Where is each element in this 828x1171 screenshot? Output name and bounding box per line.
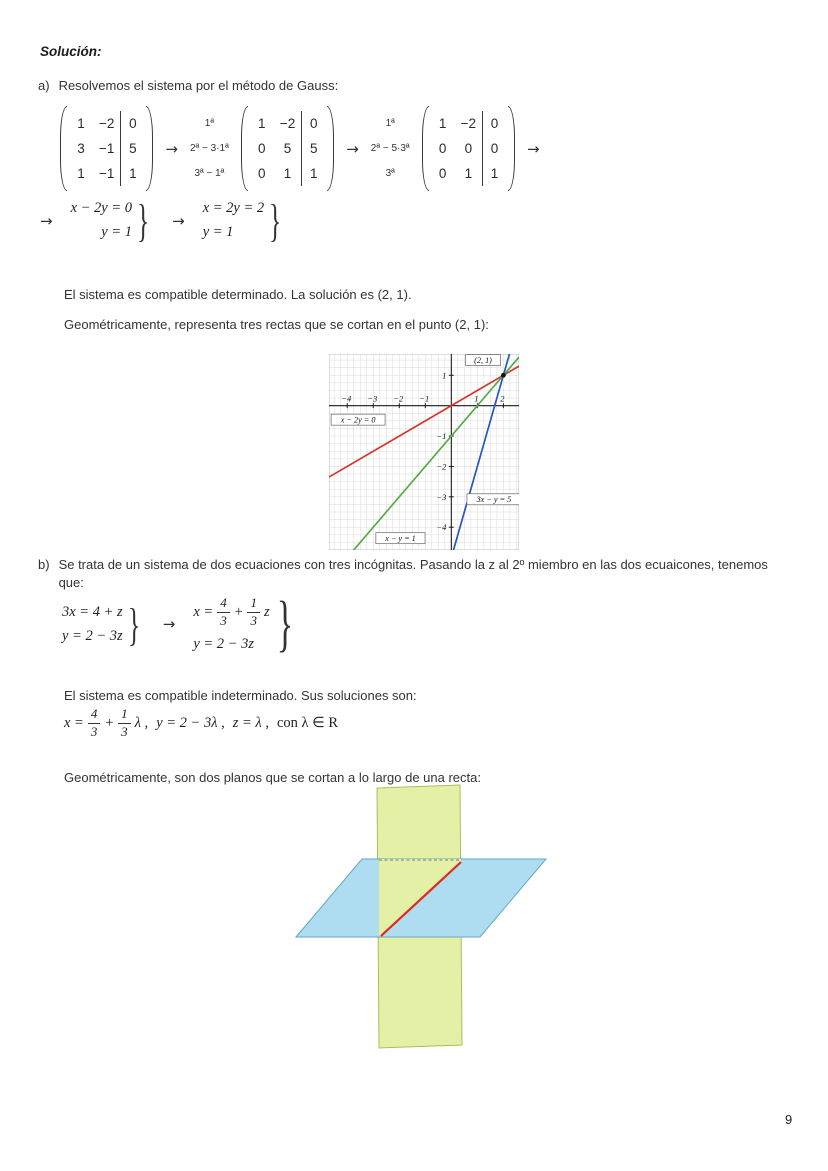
matrix-cell: 5 — [301, 136, 325, 161]
part-a-intro-text: Resolvemos el sistema por el método de Gauss: — [58, 78, 339, 93]
system-brace: } — [137, 195, 150, 246]
svg-text:−1: −1 — [419, 393, 430, 404]
svg-text:−2: −2 — [393, 393, 404, 404]
system-b-2 — [193, 589, 299, 658]
svg-text:(2, 1): (2, 1) — [474, 355, 492, 365]
matrix-cell: 0 — [482, 136, 506, 161]
matrix-cell: 0 — [482, 111, 506, 136]
right-paren — [327, 106, 334, 191]
row-op: 1ª — [204, 118, 215, 129]
item-label-b: b) — [38, 557, 50, 572]
part-b-intro — [38, 556, 800, 591]
page-number: 9 — [785, 1112, 793, 1127]
row-op: 2ª − 3·1ª — [189, 143, 229, 154]
system-brace: } — [276, 589, 293, 658]
matrix-grid — [248, 106, 327, 191]
matrix-cell: 0 — [438, 166, 447, 181]
svg-text:−4: −4 — [436, 522, 447, 533]
right-arrow-icon: → — [346, 139, 359, 158]
gauss-elimination — [60, 106, 540, 191]
equation-part: x = — [193, 603, 214, 620]
matrix-cell: 1 — [438, 116, 447, 131]
matrix-cell: 5 — [283, 141, 292, 156]
matrix-grid — [67, 106, 146, 191]
svg-text:2: 2 — [500, 393, 505, 404]
matrix-cell: 5 — [120, 136, 144, 161]
equation-part: λ , — [134, 714, 149, 731]
fraction — [247, 596, 260, 629]
planes-figure-svg — [280, 781, 570, 1059]
fraction-numerator: 4 — [88, 707, 101, 724]
fraction-numerator: 1 — [247, 596, 260, 613]
matrix-cell: 0 — [258, 141, 266, 156]
fraction-denominator: 3 — [90, 723, 98, 739]
svg-text:x − y = 1: x − y = 1 — [385, 533, 416, 543]
matrix-cell: 0 — [120, 111, 144, 136]
matrix-grid — [429, 106, 508, 191]
svg-text:−1: −1 — [436, 431, 447, 442]
matrix-initial — [60, 106, 153, 191]
fraction-numerator: 1 — [118, 707, 131, 724]
svg-text:−2: −2 — [436, 461, 447, 472]
row-operations-1 — [190, 111, 229, 186]
right-paren — [146, 106, 153, 191]
equation-part: + — [104, 714, 115, 731]
conclusion-b: El sistema es compatible indeterminado. Sus soluciones son: — [64, 688, 417, 703]
page-title: Solución: — [40, 44, 102, 59]
equation-part: z — [263, 603, 270, 620]
svg-text:−3: −3 — [367, 393, 378, 404]
fraction-denominator: 3 — [121, 723, 128, 739]
row-op: 2ª − 5·3ª — [370, 143, 410, 154]
row-op: 1ª — [385, 118, 395, 129]
matrix-cell: −2 — [99, 116, 115, 131]
fraction — [88, 707, 101, 740]
matrix-cell: 0 — [258, 166, 266, 181]
system-a-2 — [202, 195, 287, 246]
matrix-cell: 1 — [283, 166, 292, 181]
matrix-cell: −1 — [99, 141, 115, 156]
systems-row-a — [40, 195, 286, 246]
fraction — [118, 707, 131, 740]
svg-text:−4: −4 — [341, 393, 352, 404]
matrix-cell: 0 — [301, 111, 325, 136]
right-arrow-icon: → — [527, 139, 540, 158]
fraction-numerator: 4 — [217, 596, 230, 613]
right-arrow-icon: → — [40, 211, 53, 230]
svg-text:−3: −3 — [436, 491, 447, 502]
fraction-denominator: 3 — [220, 612, 227, 628]
svg-text:x − 2y = 0: x − 2y = 0 — [340, 415, 376, 425]
lines-graph-svg — [329, 354, 519, 550]
matrix-cell: −1 — [99, 166, 115, 181]
system-brace: } — [127, 598, 140, 650]
matrix-cell: −2 — [279, 116, 296, 131]
row-op: 3ª — [385, 168, 395, 179]
equation: y = 2 − 3z — [193, 635, 254, 652]
left-paren — [422, 106, 429, 191]
matrix-step-2 — [241, 106, 334, 191]
solutions-line — [64, 707, 338, 740]
matrix-cell: −2 — [460, 116, 477, 131]
system-brace: } — [269, 195, 282, 246]
solution-y: y = 2 − 3λ , — [156, 714, 225, 731]
equation-with-fractions — [193, 596, 269, 629]
solution-domain: con λ ∈ R — [276, 714, 339, 731]
equation-part: x = — [64, 714, 84, 731]
right-arrow-icon: → — [165, 139, 178, 158]
matrix-cell: 1 — [258, 116, 266, 131]
geometry-note-a: Geométricamente, representa tres rectas que se cortan en el punto (2, 1): — [64, 317, 489, 332]
matrix-cell: 0 — [464, 141, 473, 156]
matrix-cell: 3 — [77, 141, 85, 156]
solution-x — [64, 707, 148, 740]
part-b-intro-text: Se trata de un sistema de dos ecuaciones con tres incógnitas. Pasando la z al 2º miembro en las dos ecuaicones, tenemos que: — [58, 557, 768, 590]
conclusion-a: El sistema es compatible determinado. La solución es (2, 1). — [64, 287, 412, 302]
row-op: 3ª − 1ª — [194, 168, 225, 179]
left-paren — [241, 106, 248, 191]
matrix-cell: 1 — [464, 166, 473, 181]
equation: y = 1 — [101, 224, 133, 241]
matrix-cell: 1 — [120, 161, 144, 186]
geometry-note-b: Geométricamente, son dos planos que se cortan a lo largo de una recta: — [64, 770, 481, 785]
right-arrow-icon: → — [162, 615, 176, 634]
equation: y = 2 − 3z — [62, 627, 123, 644]
row-operations-2 — [371, 111, 410, 186]
planes-figure — [280, 781, 570, 1059]
svg-text:1: 1 — [474, 393, 479, 404]
equation: x − 2y = 0 — [70, 200, 133, 217]
equation: 3x = 4 + z — [62, 603, 123, 620]
right-paren — [508, 106, 515, 191]
fraction — [217, 596, 230, 629]
part-a-intro — [38, 77, 798, 95]
right-arrow-icon: → — [172, 211, 185, 230]
matrix-cell: 1 — [77, 116, 85, 131]
equation: y = 1 — [202, 224, 234, 241]
left-paren — [60, 106, 67, 191]
fraction-denominator: 3 — [250, 612, 257, 628]
matrix-cell: 0 — [438, 141, 447, 156]
equation-part: + — [233, 603, 244, 620]
lines-graph — [329, 354, 519, 550]
equation: x = 2y = 2 — [202, 200, 265, 217]
solution-z: z = λ , — [232, 714, 269, 731]
svg-text:1: 1 — [442, 370, 447, 381]
matrix-final — [422, 106, 515, 191]
systems-row-b — [62, 589, 299, 658]
matrix-cell: 1 — [482, 161, 506, 186]
item-label-a: a) — [38, 78, 50, 93]
system-a-1 — [70, 195, 155, 246]
matrix-cell: 1 — [77, 166, 85, 181]
system-b-1 — [62, 598, 145, 650]
svg-text:3x − y = 5: 3x − y = 5 — [476, 494, 512, 504]
matrix-cell: 1 — [301, 161, 325, 186]
